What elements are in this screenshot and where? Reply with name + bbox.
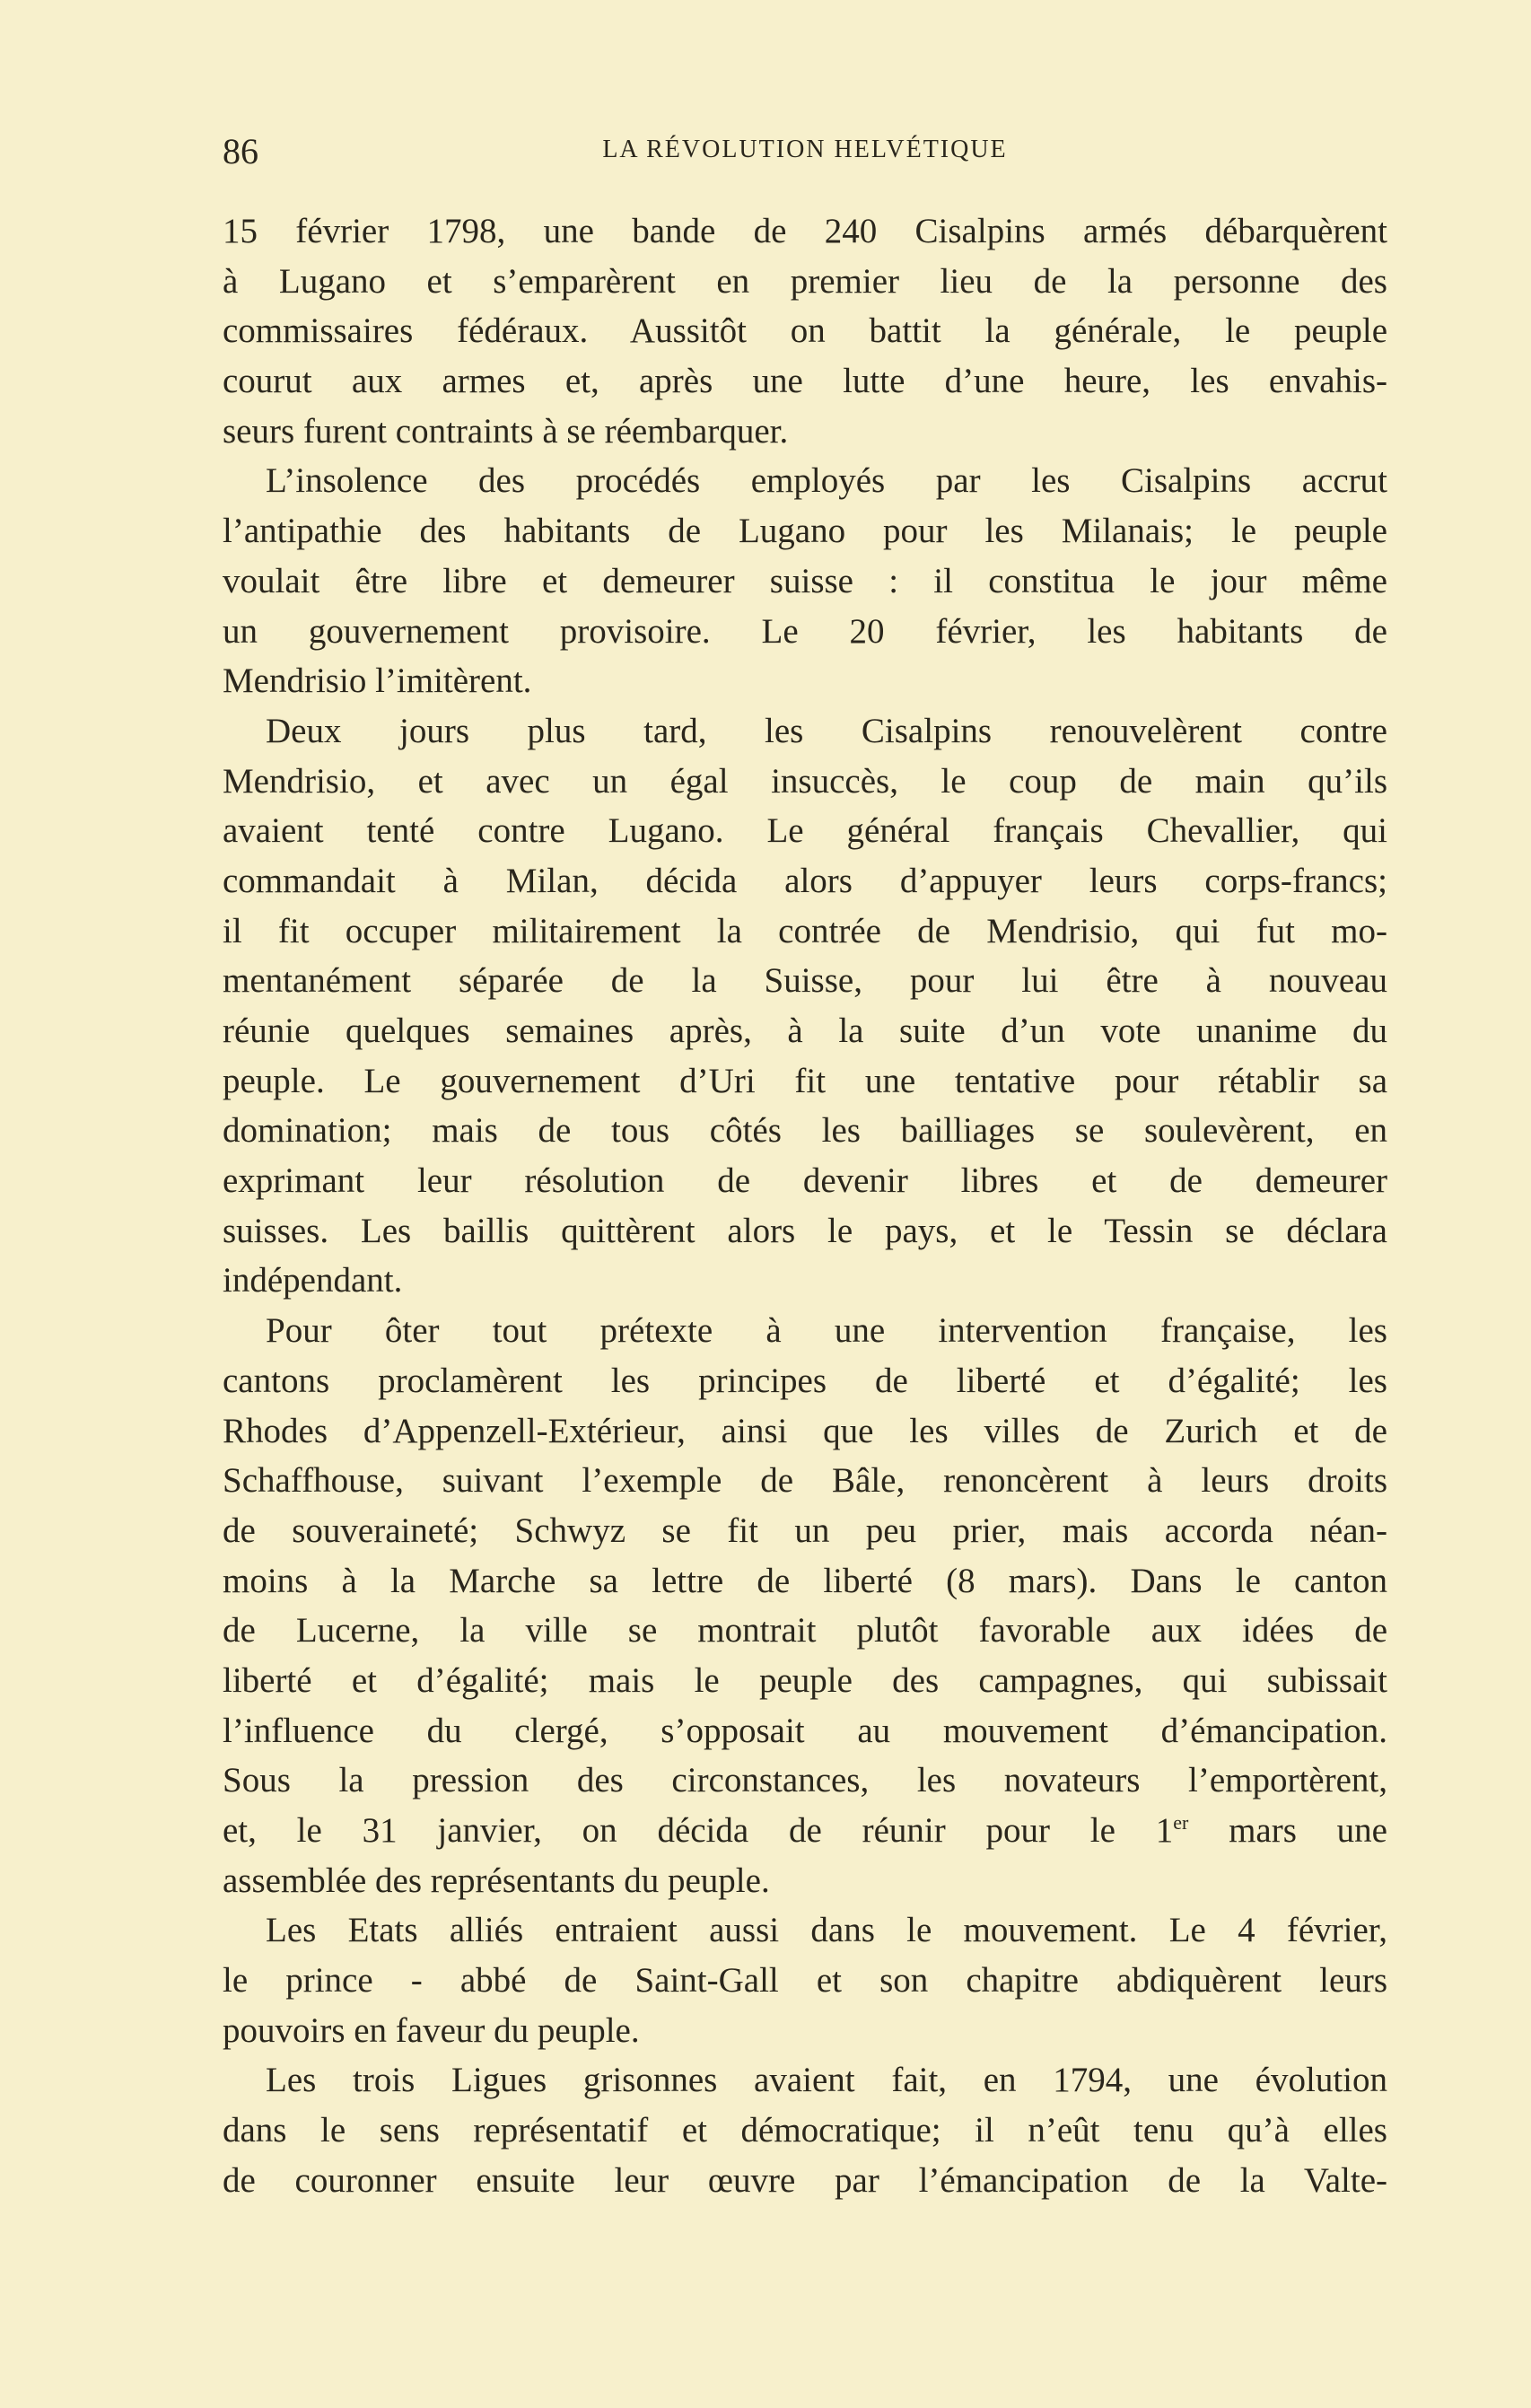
text-line-content: de Lucerne, la ville se montrait plutôt favorable aux idées de (223, 1611, 1387, 1651)
text-line (223, 306, 1387, 356)
text-line (223, 1556, 1387, 1607)
text-line-content: un gouvernement provisoire. Le 20 février, les habitants de (223, 611, 1387, 651)
text-line (223, 656, 1387, 706)
text-line (223, 2106, 1387, 2156)
text-line (223, 1306, 1387, 1356)
text-line (223, 206, 1387, 257)
text-line (223, 1506, 1387, 1556)
text-line-content: pouvoirs en faveur du peuple. (223, 2010, 640, 2050)
page-number: 86 (223, 131, 258, 171)
text-line-content: L’insolence des procédés employés par les Cisalpins accrut (266, 461, 1387, 501)
text-line (223, 1106, 1387, 1156)
text-line-content: Pour ôter tout prétexte à une intervention française, les (266, 1311, 1387, 1351)
text-line (223, 1156, 1387, 1206)
text-line (223, 1356, 1387, 1406)
text-line (223, 1856, 1387, 1906)
text-line (223, 1006, 1387, 1056)
text-line (223, 1456, 1387, 1506)
text-line-content: Les Etats alliés entraient aussi dans le mouvement. Le 4 février, (266, 1911, 1387, 1950)
text-line (223, 1756, 1387, 1806)
text-line-content: suisses. Les baillis quittèrent alors le pays, et le Tessin se déclara (223, 1211, 1387, 1250)
text-line (223, 1606, 1387, 1656)
text-line (223, 1206, 1387, 1257)
text-line (223, 356, 1387, 407)
text-line-content: assemblée des représentants du peuple. (223, 1861, 770, 1900)
text-line (223, 1956, 1387, 2006)
text-line (223, 706, 1387, 757)
text-line (223, 607, 1387, 657)
text-line (223, 956, 1387, 1006)
text-line-content: voulait être libre et demeurer suisse : il constitua le jour même (223, 561, 1387, 600)
text-line (223, 1256, 1387, 1306)
body-text (223, 206, 1387, 2206)
text-line-content: il fit occuper militairement la contrée de Mendrisio, qui fut mo- (223, 911, 1387, 950)
text-line (223, 2055, 1387, 2106)
text-line (223, 1406, 1387, 1457)
running-title: LA RÉVOLUTION HELVÉTIQUE (602, 136, 1008, 163)
text-line-content: mentanément séparée de la Suisse, pour lui être à nouveau (223, 961, 1387, 1001)
text-line (223, 257, 1387, 307)
text-line (223, 407, 1387, 457)
text-line (223, 1656, 1387, 1706)
text-line-content: exprimant leur résolution de devenir libres et de demeurer (223, 1161, 1387, 1201)
text-line (223, 906, 1387, 957)
text-line-content: commandait à Milan, décida alors d’appuyer leurs corps-francs; (223, 861, 1387, 900)
text-line (223, 806, 1387, 856)
text-line (223, 1905, 1387, 1956)
text-line-content: réunie quelques semaines après, à la suite d’un vote unanime du (223, 1011, 1387, 1050)
text-line-content: avaient tenté contre Lugano. Le général français Chevallier, qui (223, 811, 1387, 851)
text-line-content: Mendrisio l’imitèrent. (223, 661, 532, 701)
text-line-content: le prince - abbé de Saint-Gall et son chapitre abdiquèrent leurs (223, 1961, 1387, 2001)
text-line-content: Les trois Ligues grisonnes avaient fait, en 1794, une évolution (266, 2061, 1387, 2100)
text-line-content: liberté et d’égalité; mais le peuple des campagnes, qui subissait (223, 1660, 1387, 1700)
text-line-content: commissaires fédéraux. Aussitôt on battit la générale, le peuple (223, 311, 1387, 351)
text-line-content: 15 février 1798, une bande de 240 Cisalpins armés débarquèrent (223, 212, 1387, 250)
text-line-content: domination; mais de tous côtés les bailliages se soulevèrent, en (223, 1111, 1387, 1151)
text-line-content: cantons proclamèrent les principes de liberté et d’égalité; les (223, 1361, 1387, 1400)
text-line-content: l’antipathie des habitants de Lugano pour les Milanais; le peuple (223, 512, 1387, 551)
text-line-content: Deux jours plus tard, les Cisalpins renouvelèrent contre (266, 711, 1387, 750)
text-line-content: seurs furent contraints à se réembarquer. (223, 411, 789, 451)
text-line-content: dans le sens représentatif et démocratique; il n’eût tenu qu’à elles (223, 2111, 1387, 2150)
page-header (223, 130, 1387, 175)
text-line-content: peuple. Le gouvernement d’Uri fit une tentative pour rétablir sa (223, 1061, 1387, 1100)
text-line-content: de souveraineté; Schwyz se fit un peu prier, mais accorda néan- (223, 1510, 1387, 1550)
text-line-content: à Lugano et s’emparèrent en premier lieu de la personne des (223, 261, 1387, 301)
text-line (223, 556, 1387, 607)
superscript: er (1173, 1811, 1189, 1834)
text-line (223, 1056, 1387, 1107)
text-line-content: moins à la Marche sa lettre de liberté (8 mars). Dans le canton (223, 1561, 1387, 1600)
text-line-content: indépendant. (223, 1261, 403, 1300)
text-line (223, 456, 1387, 506)
text-line-content: Sous la pression des circonstances, les novateurs l’emportèrent, (223, 1761, 1387, 1800)
text-line (223, 2156, 1387, 2206)
text-line-content: Mendrisio, et avec un égal insuccès, le coup de main qu’ils (223, 761, 1387, 801)
text-line (223, 1806, 1387, 1856)
text-line (223, 757, 1387, 807)
text-line (223, 2006, 1387, 2056)
text-line-content: l’influence du clergé, s’opposait au mouvement d’émancipation. (223, 1711, 1387, 1750)
text-line (223, 1706, 1387, 1756)
text-line (223, 506, 1387, 556)
text-line (223, 856, 1387, 906)
text-line-content: courut aux armes et, après une lutte d’une heure, les envahis- (223, 362, 1387, 401)
text-line-content: Rhodes d’Appenzell-Extérieur, ainsi que les villes de Zurich et de (223, 1411, 1387, 1450)
text-line-content: et, le 31 janvier, on décida de réunir pour le 1 (223, 1811, 1174, 1850)
text-line-content: de couronner ensuite leur œuvre par l’émancipation de la Valte- (223, 2160, 1387, 2200)
text-line-continuation: mars une (1188, 1811, 1387, 1850)
text-line-content: Schaffhouse, suivant l’exemple de Bâle, renoncèrent à leurs droits (223, 1461, 1387, 1501)
